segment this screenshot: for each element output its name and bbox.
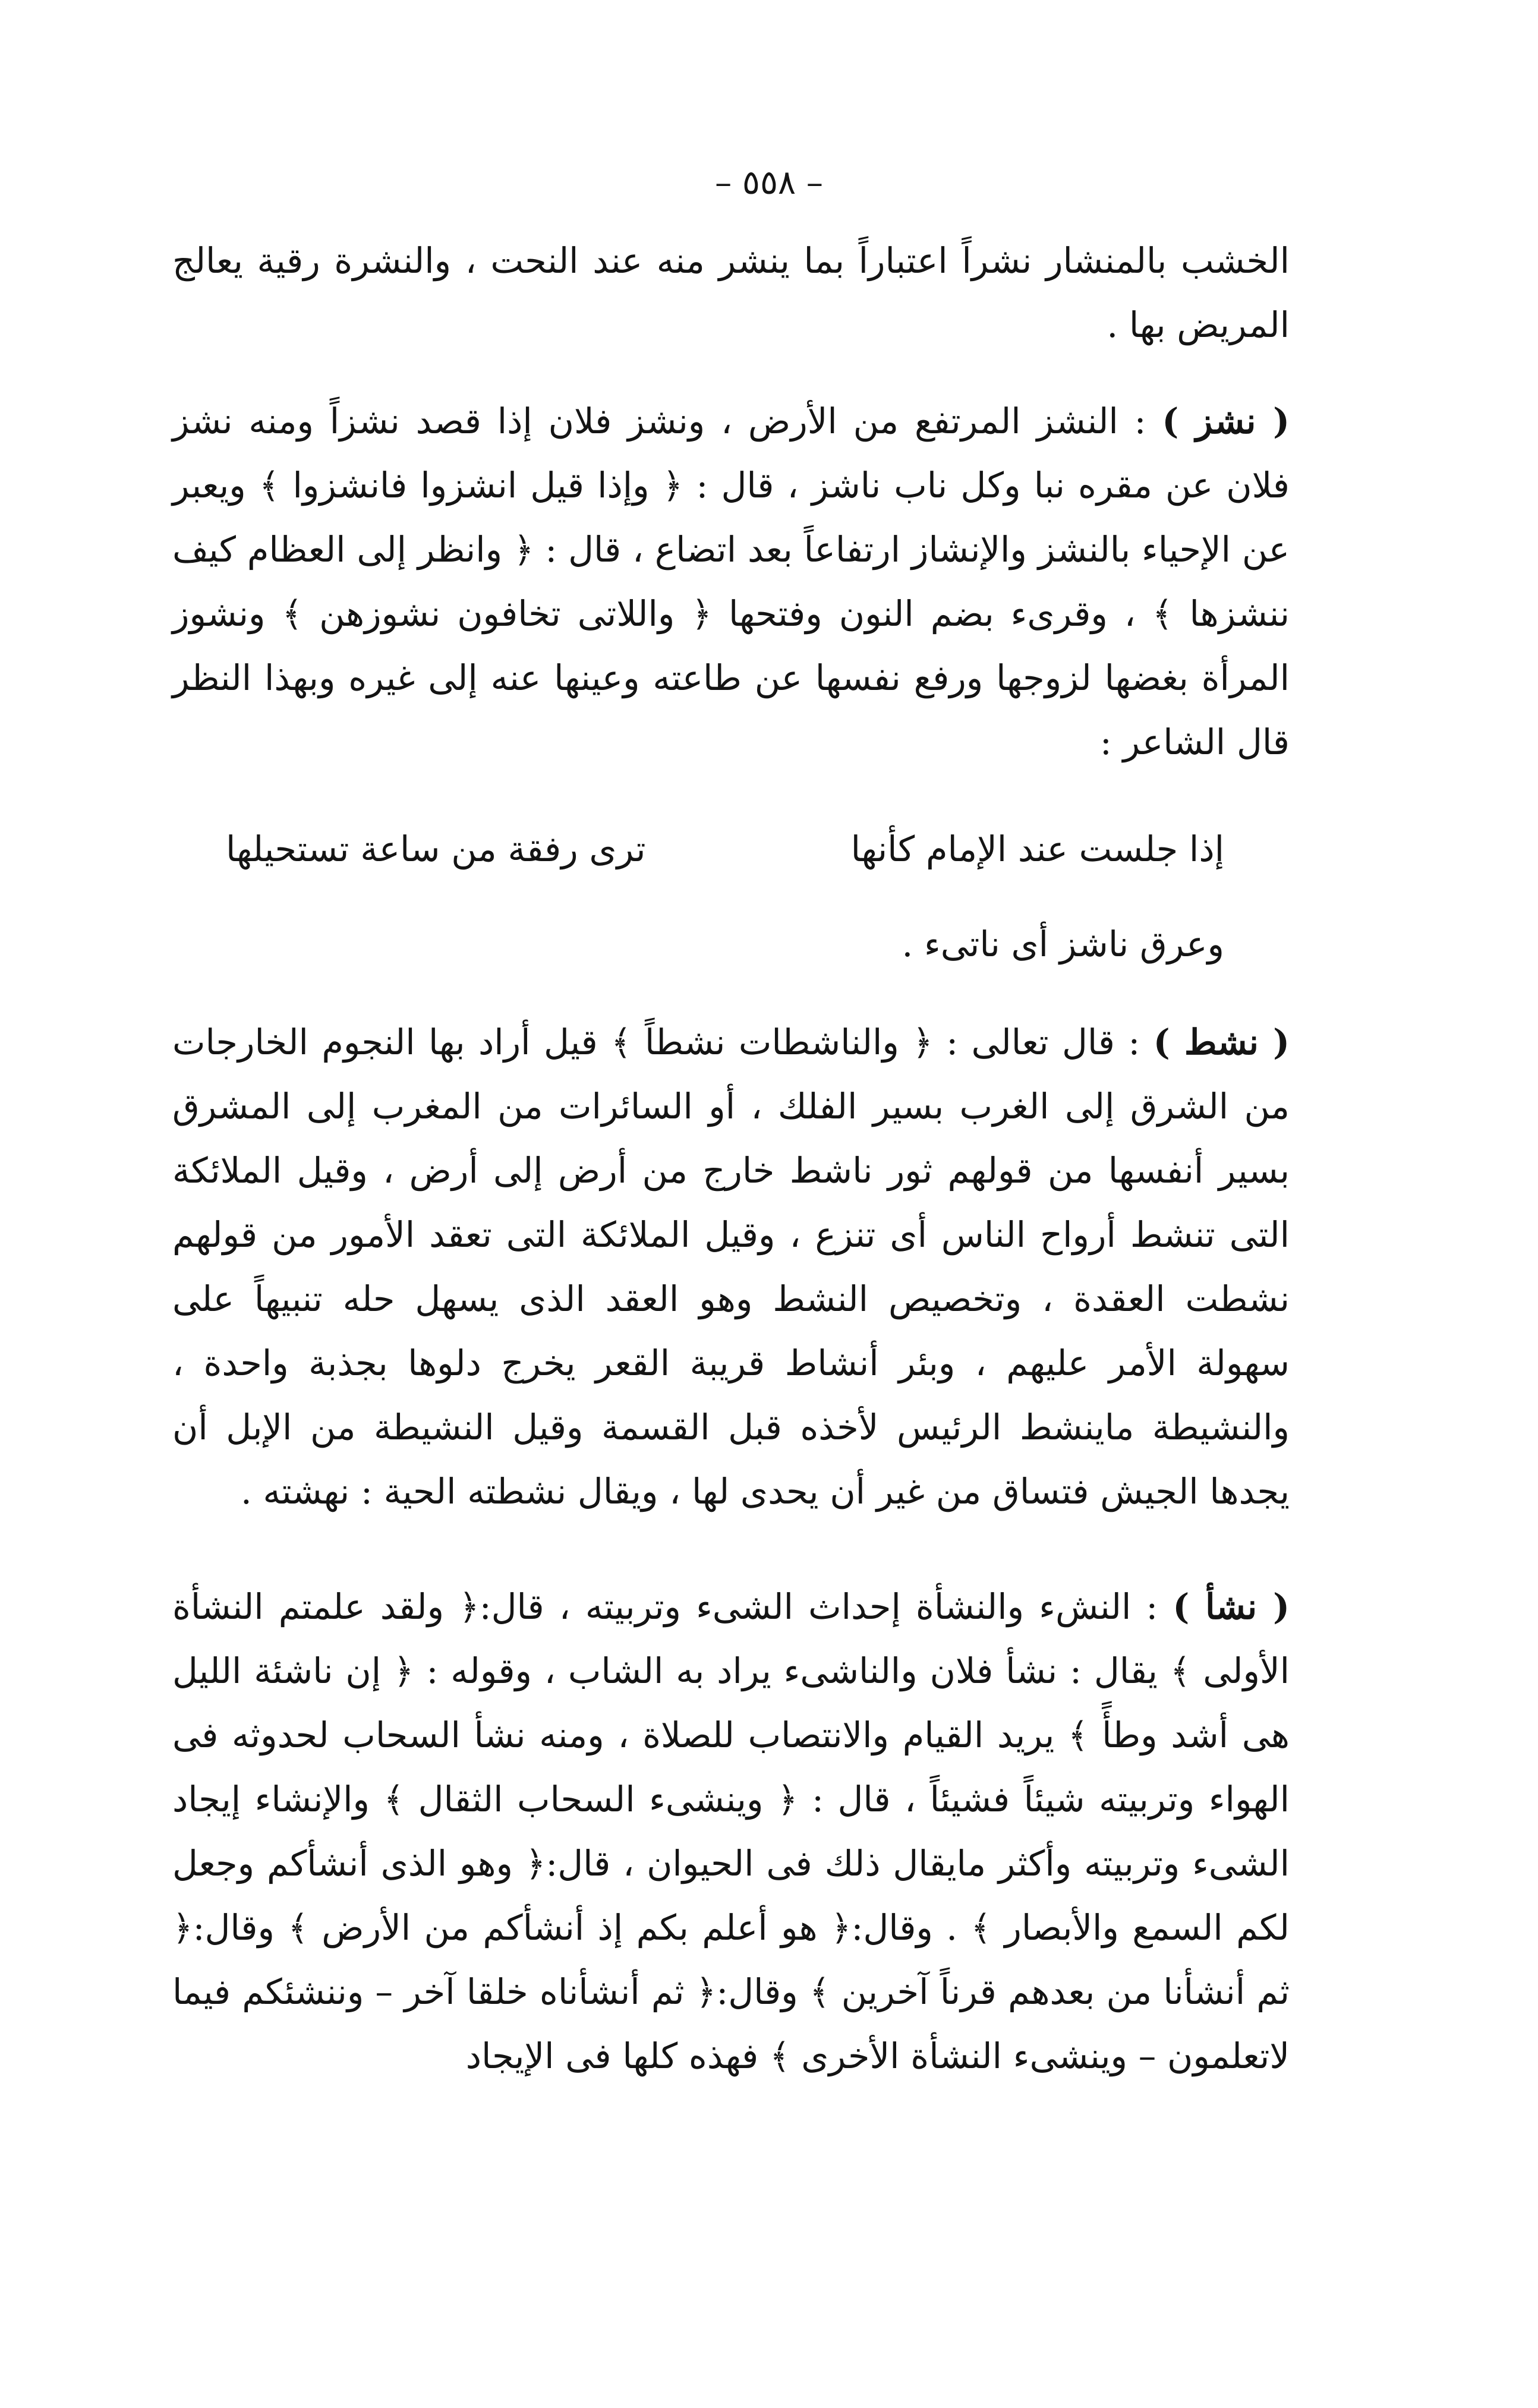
poetry-verse: [172, 817, 1290, 881]
entry-nasha: [172, 1575, 1290, 2088]
entry-keyword: ( نشط ): [1153, 1022, 1290, 1063]
entry-nashat: [172, 1010, 1290, 1524]
paragraph-text: الخشب بالمنشار نشراً اعتباراً بما ينشر منه عند النحت ، والنشرة رقية يعالج المريض بها .: [172, 240, 1290, 345]
verse-hemistich-second: ترى رفقة من ساعة تستحيلها: [226, 828, 646, 869]
entry-text: : قال تعالى : ﴿ والناشطات نشطاً ﴾ قيل أراد بها النجوم الخارجات من الشرق إلى الغرب بسير الفلك ، أو السائرات من المغرب إلى المشرق بسير أنفسها من قولهم ثور ناشط خارج من أرض إلى أرض ، وقيل الملائكة التى تنشط أرواح الناس أى تنزع ، وقيل الملائكة التى تعقد الأمور من قولهم نشطت العقدة ، وتخصيص النشط وهو العقد الذى يسهل حله تنبيهاً على سهولة الأمر عليهم ، وبئر أنشاط قريبة القعر يخرج دلوها بجذبة واحدة ، والنشيطة ماينشط الرئيس لأخذه قبل القسمة وقيل النشيطة من الإبل أن يجدها الجيش فتساق من غير أن يحدى لها ، ويقال نشطته الحية : نهشته .: [172, 1022, 1290, 1512]
entry-text: : النشز المرتفع من الأرض ، ونشز فلان إذا قصد نشزاً ومنه نشز فلان عن مقره نبا وكل ناب ناشز ، قال : ﴿ وإذا قيل انشزوا فانشزوا ﴾ ويعبر عن الإحياء بالنشز والإنشاز ارتفاعاً بعد اتضاع ، قال : ﴿ وانظر إلى العظام كيف ننشزها ﴾ ، وقرىء بضم النون وفتحها ﴿ واللاتى تخافون نشوزهن ﴾ ونشوز المرأة بغضها لزوجها ورفع نفسها عن طاعته وعينها عنه إلى غيره وبهذا النظر قال الشاعر :: [172, 401, 1290, 762]
entry-keyword: ( نشز ): [1162, 401, 1290, 442]
entry-keyword: ( نشأ ): [1173, 1586, 1290, 1627]
verse-hemistich-first: إذا جلست عند الإمام كأنها: [850, 828, 1224, 869]
paragraph-nashr-end: [172, 229, 1290, 357]
entry-text: : النشء والنشأة إحداث الشىء وتربيته ، قال:﴿ ولقد علمتم النشأة الأولى ﴾ يقال : نشأ فلان والناشىء يراد به الشاب ، وقوله : ﴿ إن ناشئة الليل هى أشد وطأً ﴾ يريد القيام والانتصاب للصلاة ، ومنه نشأ السحاب لحدوثه فى الهواء وتربيته شيئاً فشيئاً ، قال : ﴿ وينشىء السحاب الثقال ﴾ والإنشاء إيجاد الشىء وتربيته وأكثر مايقال ذلك فى الحيوان ، قال:﴿ وهو الذى أنشأكم وجعل لكم السمع والأبصار ﴾ . وقال:﴿ هو أعلم بكم إذ أنشأكم من الأرض ﴾ وقال:﴿ ثم أنشأنا من بعدهم قرناً آخرين ﴾ وقال:﴿ ثم أنشأناه خلقا آخر – وننشئكم فيما لاتعلمون – وينشىء النشأة الأخرى ﴾ فهذه كلها فى الإيجاد: [172, 1586, 1290, 2076]
entry-nashaz: [172, 389, 1290, 774]
verse-continuation: وعرق ناشز أى ناتىء .: [902, 924, 1224, 965]
page-number: – ٥٥٨ –: [715, 163, 823, 202]
